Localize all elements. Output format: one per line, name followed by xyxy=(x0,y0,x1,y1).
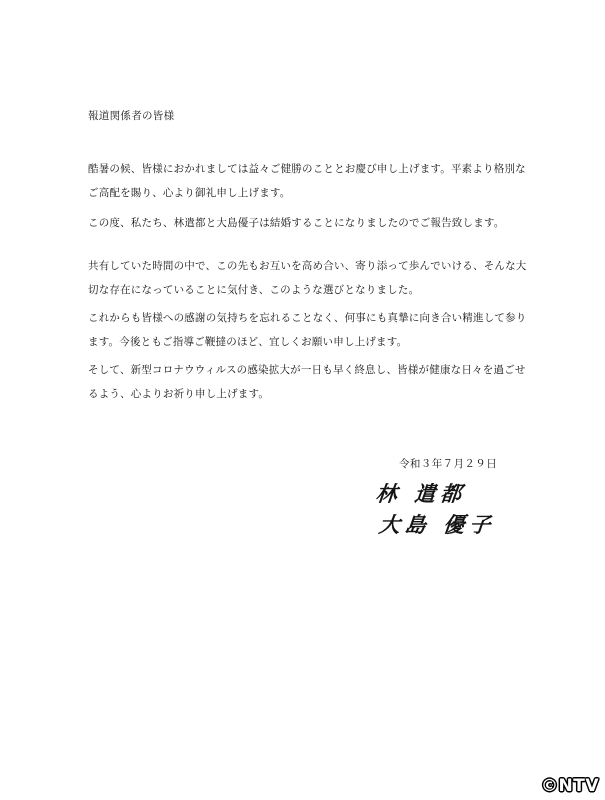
paragraph-reason: 共有していた時間の中で、この先もお互いを高め合い、寄り添って歩んでいける、そんな大切な存在になっていることに気付き、このような選びとなりました。 xyxy=(88,260,527,296)
paragraph-greeting: 酷暑の候、皆様におかれましては益々ご健勝のこととお慶び申し上げます。平素より格別なご高配を賜り、心より御礼申し上げます。 xyxy=(88,163,526,199)
signature-hayashi: 林 遣都 xyxy=(374,481,468,506)
letter-date: 令和３年７月２９日 xyxy=(399,458,498,470)
signature-oshima: 大島 優子 xyxy=(377,512,497,537)
ntv-watermark: ©NTV xyxy=(541,776,599,796)
paragraph-covid-wishes: そして、新型コロナウウィルスの感染拡大が一日も早く終息し、皆様が健康な日々を過ごせるよう、心よりお祈り申し上げます。 xyxy=(88,364,526,400)
salutation: 報道関係者の皆様 xyxy=(88,110,175,122)
paragraph-gratitude: これからも皆様への感謝の気持ちを忘れることなく、何事にも真摯に向き合い精進して参ります。今後ともご指導ご鞭撻のほど、宜しくお願い申し上げます。 xyxy=(88,312,527,348)
paragraph-announcement: この度、私たち、林遣都と大島優子は結婚することになりましたのでご報告致します。 xyxy=(88,217,505,229)
